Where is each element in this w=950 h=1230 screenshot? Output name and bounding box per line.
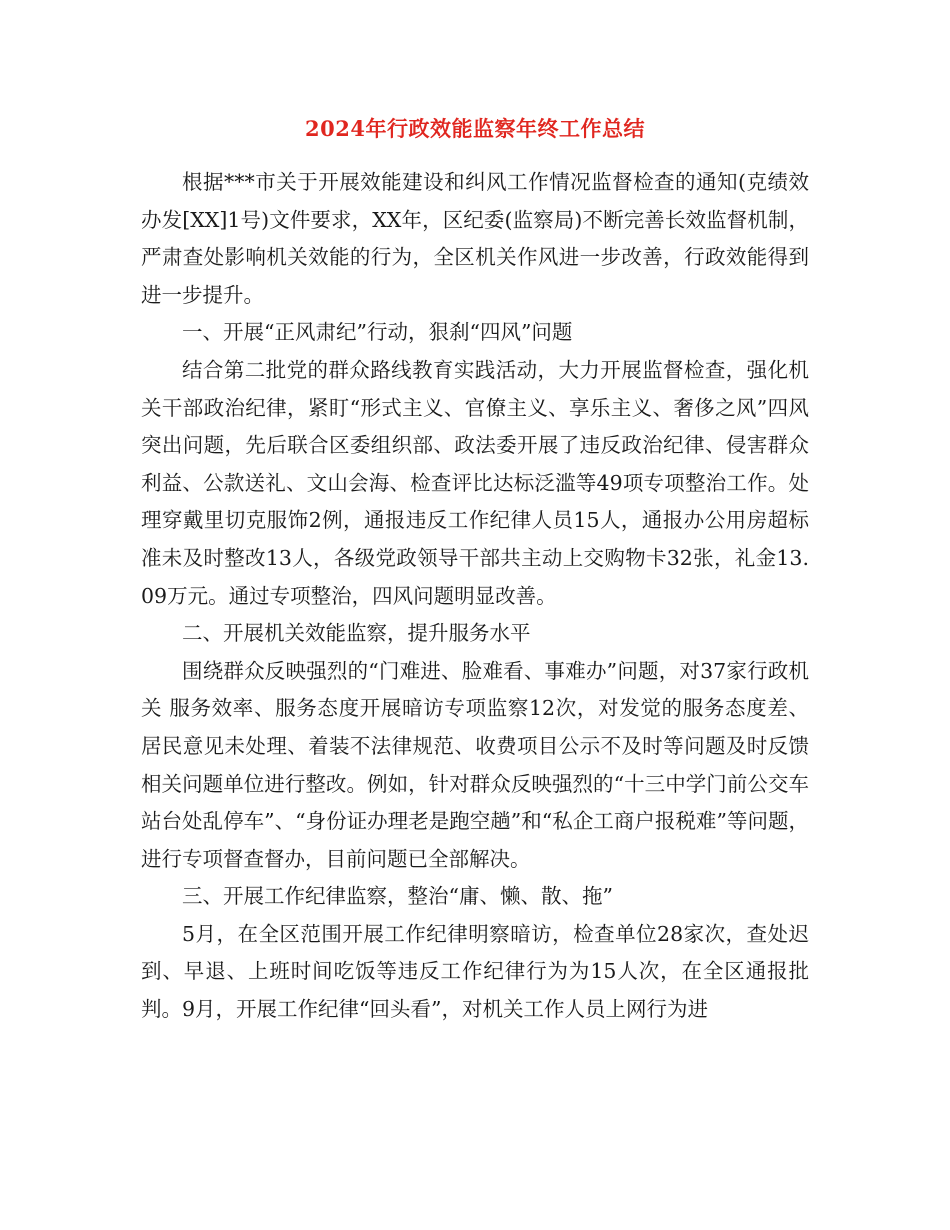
paragraph-section-2: 围绕群众反映强烈的“门难进、脸难看、事难办”问题，对37家行政机关 服务效率、服务态度开展暗访专项监察12次，对发觉的服务态度差、居民意见未处理、着装不法律规范、收费项目公示不及时等问题及时反馈相关问题单位进行整改。例如，针对群众反映强烈的“十三中学门前公交车站台处乱停车”、“身份证办理老是跑空趟”和“私企工商户报税难”等问题，进行专项督查督办，目前问题已全部解决。 xyxy=(141,658,809,871)
document-body xyxy=(141,108,809,1029)
section-heading-1: 一、开展“正风肃纪”行动，狠刹“四风”问题 xyxy=(182,320,573,345)
section-heading-2: 二、开展机关效能监察，提升服务水平 xyxy=(182,621,531,646)
paragraph-section-1: 结合第二批党的群众路线教育实践活动，大力开展监督检查，强化机关干部政治纪律，紧盯“形式主义、官僚主义、享乐主义、奢侈之风”四风突出问题，先后联合区委组织部、政法委开展了违反政治纪律、侵害群众利益、公款送礼、文山会海、检查评比达标泛滥等49项专项整治工作。处理穿戴里切克服饰2例，通报违反工作纪律人员15人，通报办公用房超标准未及时整改13人，各级党政领导干部共主动上交购物卡32张，礼金13.09万元。通过专项整治，四风问题明显改善。 xyxy=(141,357,809,608)
section-heading-3: 三、开展工作纪律监察，整治“庸、懒、散、拖” xyxy=(182,884,613,909)
paragraph-section-3: 5月，在全区范围开展工作纪律明察暗访，检查单位28家次，查处迟到、早退、上班时间吃饭等违反工作纪律行为为15人次，在全区通报批判。9月，开展工作纪律“回头看”，对机关工作人员上网行为进 xyxy=(141,921,809,1022)
document-title: 2024年行政效能监察年终工作总结 xyxy=(305,116,645,141)
paragraph-intro: 根据***市关于开展效能建设和纠风工作情况监督检查的通知(克绩效办发[XX]1号)文件要求，XX年，区纪委(监察局)不断完善长效监督机制，严肃查处影响机关效能的行为，全区机关作风进一步改善，行政效能得到进一步提升。 xyxy=(141,170,809,307)
